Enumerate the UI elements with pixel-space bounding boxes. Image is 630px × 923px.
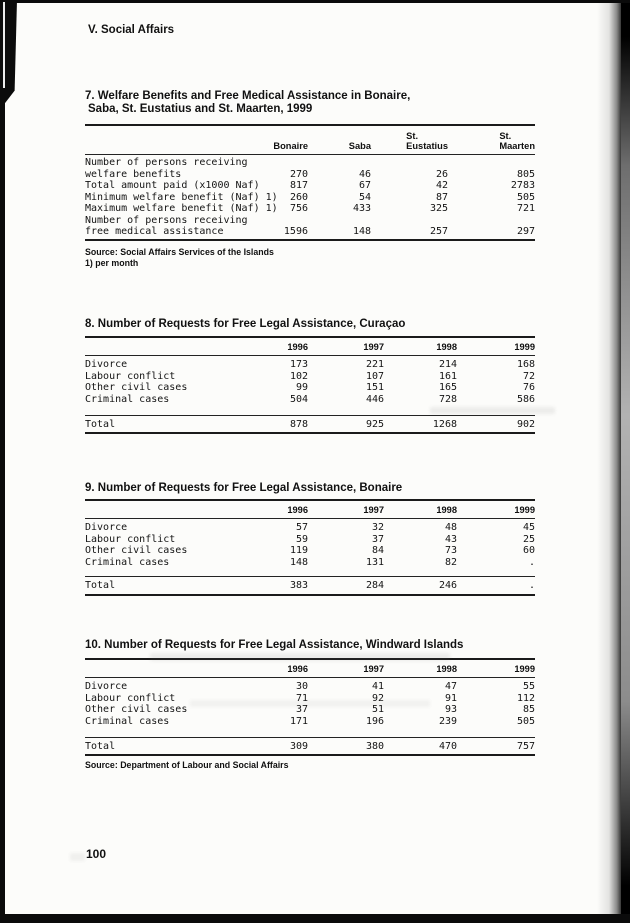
- island-column-header: [248, 127, 308, 153]
- year-column-header: 1997: [363, 342, 384, 352]
- cell-value: 148: [352, 226, 371, 237]
- cell-value: 43: [444, 533, 457, 545]
- year-column-header: 1997: [363, 505, 384, 515]
- table-rule: [85, 239, 535, 241]
- table-rule: [85, 594, 535, 596]
- cell-value: 37: [295, 704, 308, 715]
- table-row: [85, 371, 535, 383]
- table-rule: [85, 754, 535, 756]
- row-label: Total: [85, 741, 116, 752]
- table-rule: [85, 336, 535, 338]
- cell-value: 67: [358, 180, 371, 191]
- table8-total-row: [85, 419, 535, 431]
- cell-value: 284: [365, 580, 384, 591]
- row-label: Divorce: [85, 359, 128, 370]
- cell-value: 30: [295, 681, 308, 692]
- cell-value: .: [528, 556, 535, 568]
- cell-value: [371, 157, 448, 169]
- table-rule: [85, 432, 535, 434]
- cell-value: 107: [365, 370, 384, 382]
- cell-value: 470: [438, 741, 457, 752]
- cell-value: 151: [365, 382, 384, 393]
- cell-value: 41: [371, 681, 384, 692]
- year-column-header: 1998: [436, 342, 457, 352]
- table-rule: [85, 499, 535, 501]
- cell-value: 2783: [510, 180, 535, 191]
- header-spacer: [85, 504, 248, 517]
- cell-value: 119: [289, 545, 308, 556]
- table-row: [85, 192, 535, 204]
- year-column-header: 1996: [287, 505, 308, 515]
- cell-value: 26: [435, 168, 448, 180]
- cell-value: 505: [516, 715, 535, 727]
- bleed-through-smudge: [190, 700, 430, 707]
- table-row: [85, 215, 535, 227]
- table-row: [85, 545, 535, 557]
- cell-value: 433: [352, 203, 371, 214]
- table-row: [85, 716, 535, 728]
- page-number: 100: [86, 847, 107, 861]
- cell-value: 112: [516, 692, 535, 704]
- cell-value: 446: [365, 393, 384, 405]
- cell-value: 92: [371, 692, 384, 704]
- cell-value: [308, 215, 371, 227]
- table7-title-line1: 7. Welfare Benefits and Free Medical Assistance in Bonaire,: [85, 90, 411, 102]
- table7-footnote: 1) per month: [85, 258, 139, 268]
- table10-source: Source: Department of Labour and Social Affairs: [85, 760, 289, 770]
- table10-year-headers: [85, 663, 535, 676]
- cell-value: 168: [516, 359, 535, 370]
- cell-value: 82: [444, 556, 457, 568]
- table-row: [85, 580, 535, 592]
- table-rule: [85, 154, 535, 155]
- cell-value: 71: [295, 692, 308, 704]
- cell-value: 42: [435, 180, 448, 191]
- cell-value: 728: [438, 393, 457, 405]
- table7-source: Source: Social Affairs Services of the Islands: [85, 247, 274, 257]
- table-row: [85, 741, 535, 753]
- year-column-header: 1996: [287, 664, 308, 674]
- row-label: Total amount paid (x1000 Naf): [85, 180, 260, 191]
- cell-value: 148: [289, 556, 308, 568]
- table-row: [85, 394, 535, 406]
- table-row: [85, 382, 535, 394]
- table-row: [85, 522, 535, 534]
- cell-value: 221: [365, 359, 384, 370]
- cell-value: 721: [516, 203, 535, 214]
- table9-total-row: [85, 580, 535, 592]
- row-label: Divorce: [85, 522, 128, 533]
- table10-total-row: [85, 741, 535, 753]
- cell-value: 91: [444, 692, 457, 704]
- cell-value: 257: [429, 226, 448, 237]
- cell-value: 173: [289, 359, 308, 370]
- table-row: [85, 169, 535, 181]
- island-column-header-text: St. Maarten: [499, 131, 535, 151]
- cell-value: 165: [438, 382, 457, 393]
- cell-value: 25: [522, 533, 535, 545]
- cell-value: 57: [295, 522, 308, 533]
- year-column-header: 1997: [363, 664, 384, 674]
- year-column-header: 1999: [514, 505, 535, 515]
- cell-value: .: [528, 580, 535, 591]
- cell-value: 131: [365, 556, 384, 568]
- cell-value: 47: [444, 681, 457, 692]
- table7-title-line2: Saba, St. Eustatius and St. Maarten, 1999: [88, 103, 313, 115]
- table-row: [85, 359, 535, 371]
- table-rule: [85, 518, 535, 519]
- bleed-through-smudge: [430, 407, 555, 414]
- row-label: Divorce: [85, 681, 128, 692]
- cell-value: 260: [289, 191, 308, 203]
- cell-value: 32: [371, 522, 384, 533]
- cell-value: 214: [438, 359, 457, 370]
- table-row: [85, 226, 535, 238]
- cell-value: 85: [522, 704, 535, 715]
- table-rule: [85, 737, 535, 738]
- island-column-header-text: Bonaire: [273, 141, 308, 151]
- year-column-header: 1999: [514, 664, 535, 674]
- row-label: free medical assistance: [85, 226, 224, 237]
- cell-value: 99: [295, 382, 308, 393]
- cell-value: [448, 215, 535, 227]
- row-label: Labour conflict: [85, 533, 176, 545]
- table8-year-headers: [85, 341, 535, 354]
- cell-value: 76: [522, 382, 535, 393]
- table-row: [85, 681, 535, 693]
- cell-value: 59: [295, 533, 308, 545]
- row-label: Criminal cases: [85, 715, 170, 727]
- table-rule: [85, 355, 535, 356]
- table-rule: [85, 576, 535, 577]
- table-rule: [85, 124, 535, 126]
- header-spacer: [85, 127, 248, 153]
- table8-title: 8. Number of Requests for Free Legal Assistance, Curaçao: [85, 318, 406, 330]
- bleed-through-smudge: [70, 853, 85, 861]
- cell-value: 309: [289, 741, 308, 752]
- row-label: Other civil cases: [85, 382, 188, 393]
- bleed-through-smudge: [150, 653, 450, 661]
- row-label: Maximum welfare benefit (Naf) 1): [85, 203, 278, 214]
- cell-value: 46: [358, 168, 371, 180]
- cell-value: 1268: [432, 419, 457, 430]
- table-row: [85, 203, 535, 215]
- cell-value: 383: [289, 580, 308, 591]
- cell-value: 505: [516, 191, 535, 203]
- year-column-header: 1999: [514, 342, 535, 352]
- island-column-header: [308, 127, 371, 153]
- table7-body: [85, 157, 535, 238]
- cell-value: 1596: [283, 226, 308, 237]
- row-label: Criminal cases: [85, 393, 170, 405]
- table-row: [85, 180, 535, 192]
- table10-title: 10. Number of Requests for Free Legal Assistance, Windward Islands: [85, 639, 464, 651]
- cell-value: [448, 157, 535, 169]
- table-rule: [85, 677, 535, 678]
- cell-value: 60: [522, 545, 535, 556]
- cell-value: 72: [522, 370, 535, 382]
- cell-value: 84: [371, 545, 384, 556]
- cell-value: 55: [522, 681, 535, 692]
- cell-value: 504: [289, 393, 308, 405]
- cell-value: 161: [438, 370, 457, 382]
- cell-value: [371, 215, 448, 227]
- cell-value: 54: [358, 191, 371, 203]
- cell-value: 93: [444, 704, 457, 715]
- table-row: [85, 157, 535, 169]
- cell-value: 171: [289, 715, 308, 727]
- cell-value: [248, 215, 308, 227]
- year-column-header: 1998: [436, 505, 457, 515]
- cell-value: 380: [365, 741, 384, 752]
- row-label: Labour conflict: [85, 692, 176, 704]
- table-welfare-benefits: [85, 90, 535, 280]
- row-label: Other civil cases: [85, 704, 188, 715]
- cell-value: 48: [444, 522, 457, 533]
- row-label: Number of persons receiving: [85, 157, 248, 168]
- row-label: Total: [85, 580, 116, 591]
- island-column-header: [448, 127, 535, 153]
- table-legal-assistance-bonaire: [85, 482, 535, 602]
- cell-value: 878: [289, 419, 308, 430]
- cell-value: 805: [516, 168, 535, 180]
- header-spacer: [85, 663, 248, 676]
- year-column-header: 1998: [436, 664, 457, 674]
- cell-value: 239: [438, 715, 457, 727]
- header-spacer: [85, 341, 248, 354]
- table-row: [85, 419, 535, 431]
- cell-value: 87: [435, 191, 448, 203]
- cell-value: 297: [516, 226, 535, 237]
- year-column-header: 1996: [287, 342, 308, 352]
- table8-body: [85, 359, 535, 405]
- table7-column-headers: [85, 127, 535, 153]
- row-label: Labour conflict: [85, 370, 176, 382]
- row-label: Total: [85, 419, 116, 430]
- cell-value: 102: [289, 370, 308, 382]
- table-row: [85, 557, 535, 569]
- row-label: Criminal cases: [85, 556, 170, 568]
- cell-value: 73: [444, 545, 457, 556]
- cell-value: 45: [522, 522, 535, 533]
- table9-title: 9. Number of Requests for Free Legal Assistance, Bonaire: [85, 482, 403, 494]
- island-column-header: [371, 127, 448, 153]
- table-legal-assistance-curacao: [85, 318, 535, 438]
- section-header: V. Social Affairs: [88, 24, 175, 36]
- cell-value: 246: [438, 580, 457, 591]
- table-rule: [85, 415, 535, 416]
- cell-value: 37: [371, 533, 384, 545]
- row-label: welfare benefits: [85, 168, 182, 180]
- cell-value: 196: [365, 715, 384, 727]
- row-label: Minimum welfare benefit (Naf) 1): [85, 191, 278, 203]
- island-column-header-text: Saba: [348, 141, 371, 151]
- cell-value: 902: [516, 419, 535, 430]
- cell-value: 586: [516, 393, 535, 405]
- cell-value: 817: [289, 180, 308, 191]
- cell-value: 925: [365, 419, 384, 430]
- cell-value: [308, 157, 371, 169]
- row-label: Other civil cases: [85, 545, 188, 556]
- cell-value: [248, 157, 308, 169]
- table9-year-headers: [85, 504, 535, 517]
- cell-value: 325: [429, 203, 448, 214]
- table-row: [85, 534, 535, 546]
- cell-value: 756: [289, 203, 308, 214]
- table9-body: [85, 522, 535, 568]
- cell-value: 757: [516, 741, 535, 752]
- island-column-header-text: St. Eustatius: [406, 131, 448, 151]
- cell-value: 270: [289, 168, 308, 180]
- cell-value: 51: [371, 704, 384, 715]
- row-label: Number of persons receiving: [85, 214, 248, 226]
